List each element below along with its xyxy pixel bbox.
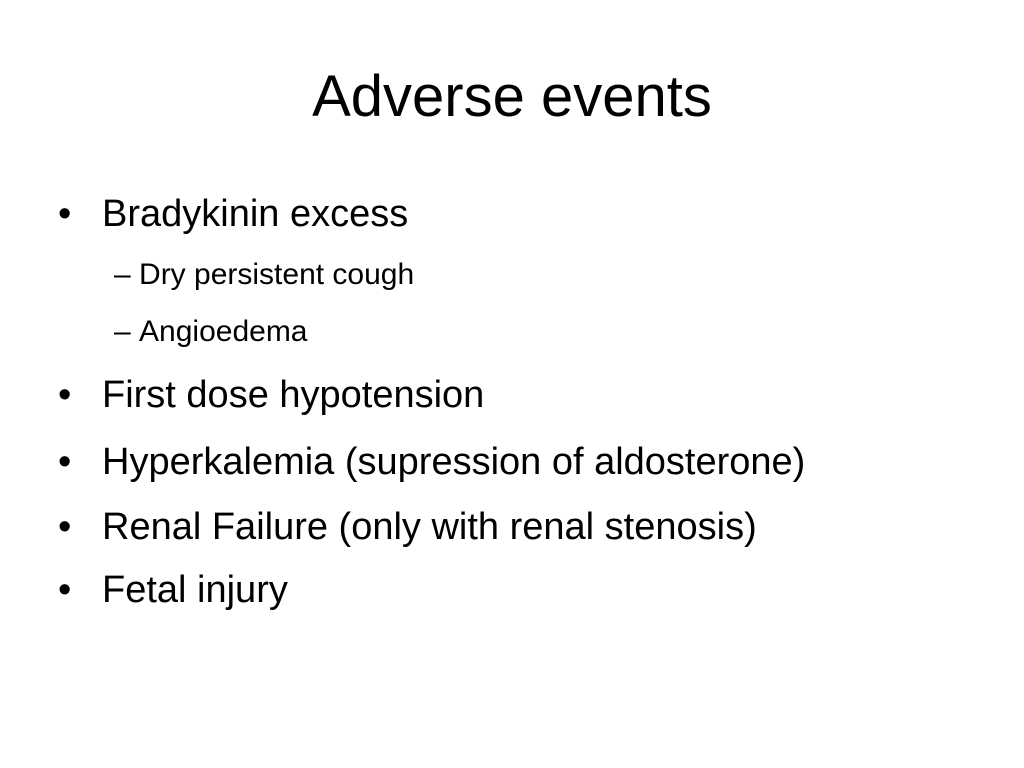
bullet-marker: • [58, 374, 72, 416]
bullet-text: Fetal injury [102, 569, 288, 611]
sub-bullet-item [114, 257, 414, 293]
bullet-text: Bradykinin excess [102, 193, 409, 235]
bullet-item [58, 567, 288, 613]
bullet-item [58, 439, 805, 485]
sub-bullet-text: Angioedema [139, 315, 308, 348]
sub-bullet-marker: – [114, 258, 131, 291]
bullet-text: Renal Failure (only with renal stenosis) [102, 506, 757, 548]
bullet-marker: • [58, 193, 72, 235]
sub-bullet-marker: – [114, 315, 131, 348]
bullet-text: First dose hypotension [102, 374, 485, 416]
bullet-marker: • [58, 441, 72, 483]
bullet-marker: • [58, 569, 72, 611]
slide-title: Adverse events [312, 64, 712, 129]
sub-bullet-text: Dry persistent cough [139, 258, 415, 291]
bullet-item [58, 372, 484, 418]
bullet-marker: • [58, 506, 72, 548]
bullet-item [58, 504, 757, 550]
bullet-text: Hyperkalemia (supression of aldosterone) [102, 441, 806, 483]
bullet-item [58, 191, 408, 237]
sub-bullet-item [114, 314, 308, 350]
